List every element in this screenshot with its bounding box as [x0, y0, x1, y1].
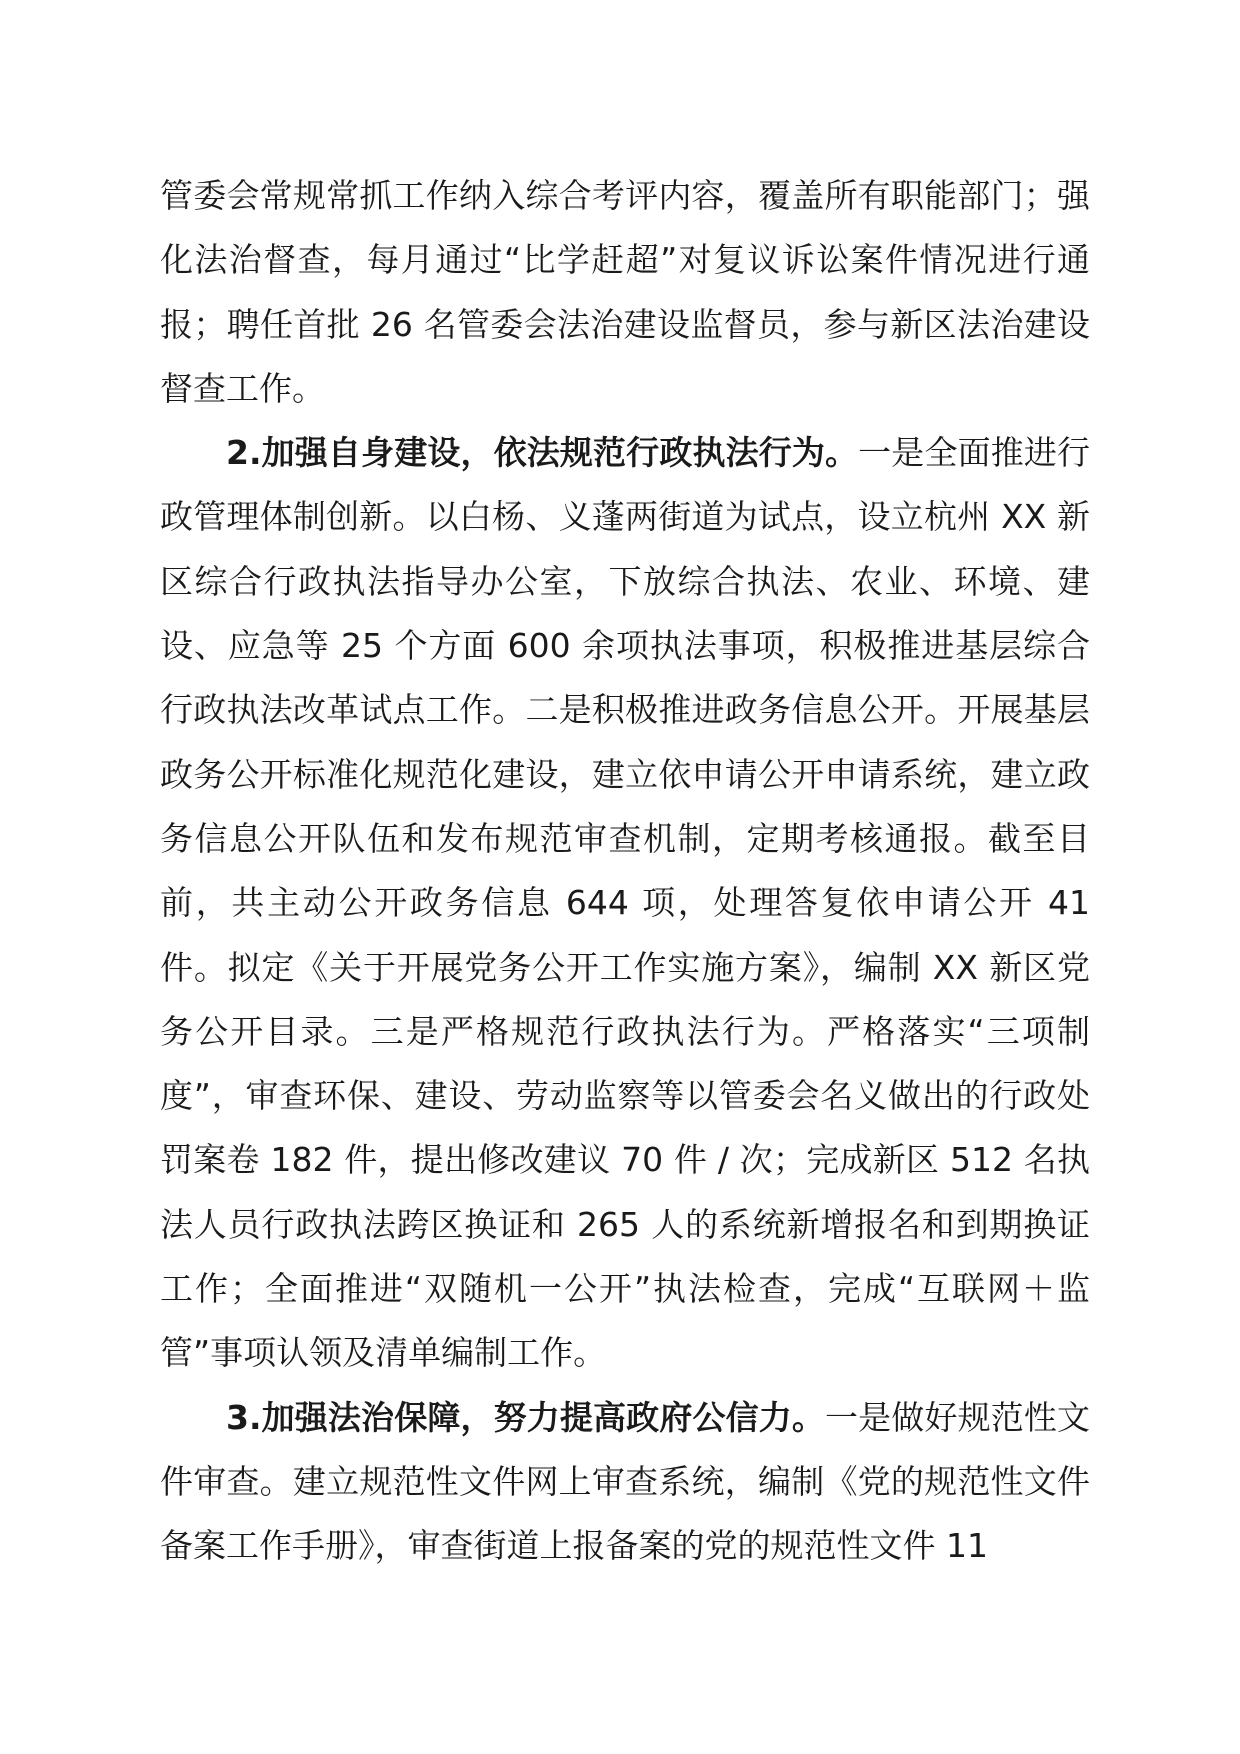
document-page	[160, 164, 1090, 1579]
paragraph-body: 管委会常规常抓工作纳入综合考评内容，覆盖所有职能部门；强化法治督查，每月通过“比学赶超”对复议诉讼案件情况进行通报；聘任首批 26 名管委会法治建设监督员，参与新区法治建设督查工作。	[160, 176, 1090, 408]
paragraph-body: 一是全面推进行政管理体制创新。以白杨、义蓬两街道为试点，设立杭州 XX 新区综合行政执法指导办公室，下放综合执法、农业、环境、建设、应急等 25 个方面 600 余项执法事项，积极推进基层综合行政执法改革试点工作。二是积极推进政务信息公开。开展基层政务公开标准化规范化建设，建立依申请公开申请系统，建立政务信息公开队伍和发布规范审查机制，定期考核通报。截至目前，共主动公开政务信息 644 项，处理答复依申请公开 41 件。拟定《关于开展党务公开工作实施方案》，编制 XX 新区党务公开目录。三是严格规范行政执法行为。严格落实“三项制度”，审查环保、建设、劳动监察等以管委会名义做出的行政处罚案卷 182 件，提出修改建议 70 件 / 次；完成新区 512 名执法人员行政执法跨区换证和 265 人的系统新增报名和到期换证工作；全面推进“双随机一公开”执法检查，完成“互联网＋监管”事项认领及清单编制工作。	[160, 433, 1091, 1373]
paragraph-continued	[160, 164, 1090, 421]
paragraph-body: 一是做好规范性文件审查。建立规范性文件网上审查系统，编制《党的规范性文件备案工作手册》，审查街道上报备案的党的规范性文件 11	[160, 1397, 1091, 1566]
section-heading: 3.加强法治保障，努力提高政府公信力。	[226, 1397, 826, 1437]
paragraph-section-3	[160, 1386, 1090, 1579]
section-heading: 2.加强自身建设，依法规范行政执法行为。	[226, 433, 859, 473]
paragraph-section-2	[160, 421, 1090, 1385]
